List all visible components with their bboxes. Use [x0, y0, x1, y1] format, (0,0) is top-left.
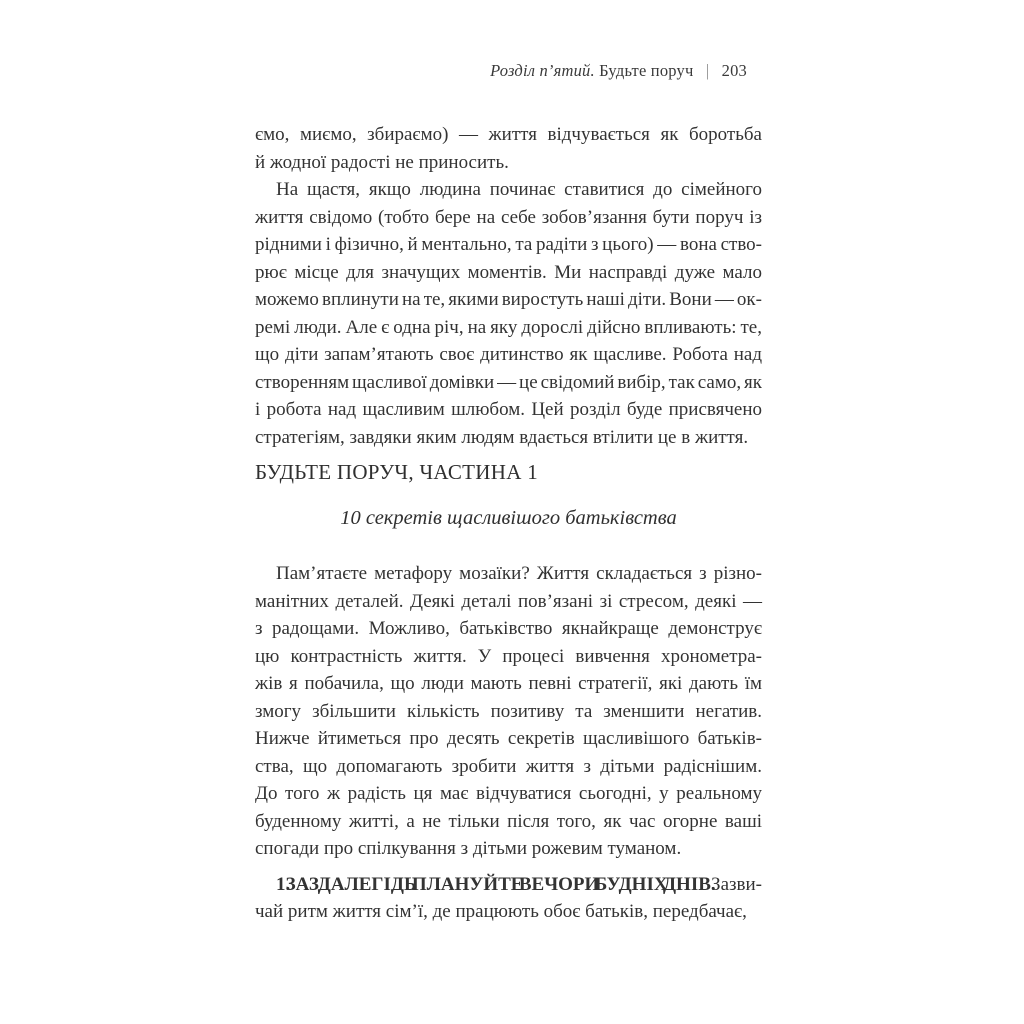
text-line: [255, 314, 762, 342]
text-line: [255, 231, 762, 259]
text-line-content: й жодної радості не приносить.: [255, 151, 509, 173]
text-line: [255, 808, 762, 836]
text-line: [255, 424, 762, 452]
text-line: [255, 780, 762, 808]
paragraph: [255, 176, 762, 451]
text-line: [255, 615, 762, 643]
text-line: [255, 560, 762, 588]
text-line-content: манітних деталей. Деякі деталі пов’язані зі стресом, деякі —: [255, 590, 762, 612]
paragraph: [255, 121, 762, 176]
text-line: [255, 369, 762, 397]
text-line-content: рідними і фізично, й ментально, та радіти з цього) — вона ство-: [255, 234, 762, 255]
text-line-content: Пам’ятаєте метафору мозаїки? Життя складається з різно-: [276, 563, 762, 584]
text-line: [255, 871, 762, 899]
header-separator: |: [705, 61, 710, 80]
text-line: [255, 670, 762, 698]
text-line-content: спогади про спілкування з дітьми рожевим туманом.: [255, 838, 682, 859]
text-line-content: життя свідомо (тобто бере на себе зобов’язання бути поруч із: [255, 206, 762, 228]
text-line: [255, 698, 762, 726]
text-line: [255, 753, 762, 781]
text-line-content: можемо вплинути на те, якими виростуть наші діти. Вони — ок-: [255, 289, 762, 310]
text-line-content: Нижче йтиметься про десять секретів щасливішого батьків-: [255, 728, 762, 749]
text-line: [255, 149, 762, 177]
text-line-content: До того ж радість ця має відчуватися сьогодні, у реальному: [255, 783, 762, 804]
text-line: [255, 121, 762, 149]
text-line-content: стратегіям, завдяки яким людям вдається втілити це в життя.: [255, 426, 749, 448]
text-line: [255, 898, 762, 926]
text-line-content: ємо, миємо, збираємо) — життя відчувається як боротьба: [255, 124, 762, 145]
text-line-content: жів я побачила, що люди мають певні стратегії, які дають їм: [255, 673, 762, 694]
text-line-content: чай ритм життя сім’ї, де працюють обоє батьків, передбачає,: [255, 901, 747, 922]
text-line: [255, 588, 762, 616]
text-line: [255, 835, 762, 863]
text-line-content: буденному житті, а не тільки після того, як час огорне ваші: [255, 810, 762, 832]
text-line-content: ремі люди. Але є одна річ, на яку дорослі дійсно впливають: те,: [255, 316, 762, 338]
text-line-content: створенням щасливої домівки — це свідомий вибір, так само, як: [255, 371, 762, 393]
text-line-content: з радощами. Можливо, батьківство якнайкраще демонструє: [255, 618, 762, 639]
text-line-content: і робота над щасливим шлюбом. Цей розділ буде присвячено: [255, 399, 762, 420]
text-line-content: [276, 874, 762, 895]
section-heading: БУДЬТЕ ПОРУЧ, ЧАСТИНА 1: [255, 460, 539, 484]
section-name: Будьте поруч: [599, 61, 694, 80]
text-segment: Зазви-: [715, 873, 762, 895]
text-line-content: змогу збільшити кількість позитиву та зменшити негатив.: [255, 700, 762, 722]
running-header: [255, 61, 747, 81]
text-line: [255, 643, 762, 671]
text-line-content: що діти запам’ятають своє дитинство як щасливе. Робота над: [255, 344, 762, 365]
section-subtitle: 10 секретів щасливішого батьківства: [340, 507, 677, 529]
page-number: 203: [721, 61, 747, 80]
paragraph: [255, 871, 762, 926]
text-line-content: рює місце для значущих моментів. Ми насправді дуже мало: [255, 261, 762, 283]
text-line: [255, 725, 762, 753]
text-line: [255, 286, 762, 314]
text-line: [255, 396, 762, 424]
text-line: [255, 204, 762, 232]
text-line: [255, 259, 762, 287]
text-line-content: цю контрастність життя. У процесі вивчення хронометра-: [255, 645, 762, 667]
text-line: [255, 176, 762, 204]
text-line-content: ства, що допомагають зробити життя з дітьми радіснішим.: [255, 755, 762, 777]
text-column: [255, 121, 762, 926]
chapter-title: Розділ п’ятий.: [490, 61, 595, 80]
text-line-content: На щастя, якщо людина починає ставитися до сімейного: [276, 179, 762, 200]
paragraph: [255, 560, 762, 863]
text-line: [255, 341, 762, 369]
bold-lead: 1. ЗАЗДАЛЕГІДЬ ПЛАНУЙТЕ ВЕЧОРИ БУДНІХ ДНІВ.: [276, 873, 716, 895]
